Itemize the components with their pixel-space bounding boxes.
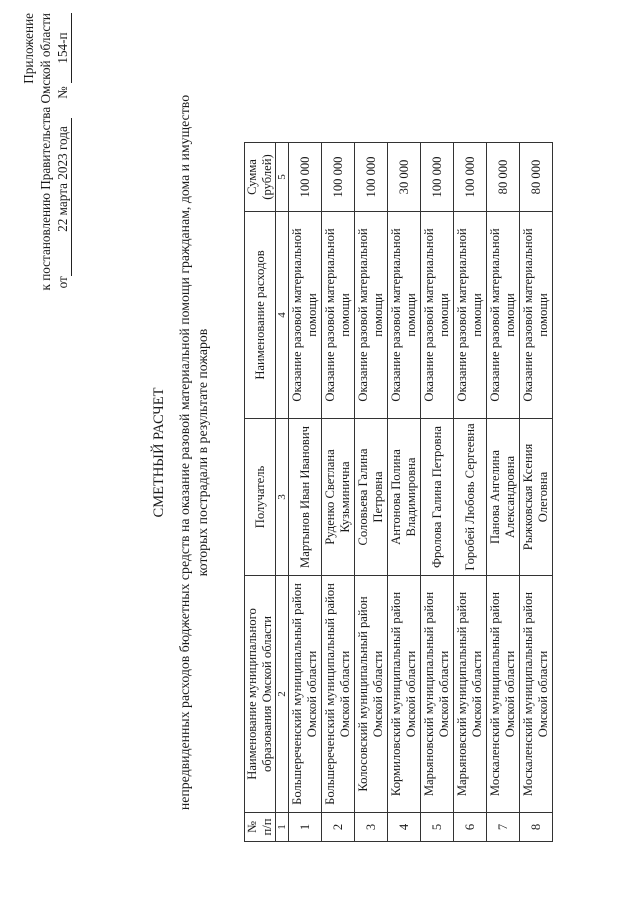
row-recipient: Горобей Любовь Сергеевна [454,419,487,576]
col-number: 5 [276,143,289,212]
appendix-resolution: к постановлению Правительства Омской области [38,13,53,291]
row-municipality: Кормиловский муниципальный район Омской области [388,576,421,813]
row-number: 5 [421,813,454,842]
row-expense: Оказание разовой материальной помощи [355,212,388,419]
row-recipient: Мартынов Иван Иванович [289,419,322,576]
row-expense: Оказание разовой материальной помощи [487,212,520,419]
table-row [388,143,421,842]
row-expense: Оказание разовой материальной помощи [388,212,421,419]
header-expense: Наименование расходов [245,212,276,419]
appendix-block [20,13,72,353]
row-number: 6 [454,813,487,842]
table-row [520,143,553,842]
appendix-date: 22 марта 2023 года [54,118,72,276]
row-recipient: Соловьева Галина Петровна [355,419,388,576]
table-header-row [245,143,276,842]
row-expense: Оказание разовой материальной помощи [421,212,454,419]
table-row [421,143,454,842]
row-sum: 100 000 [322,143,355,212]
table-row [487,143,520,842]
appendix-number: 154-п [54,13,72,83]
header-recipient: Получатель [245,419,276,576]
table-row [355,143,388,842]
row-expense: Оказание разовой материальной помощи [520,212,553,419]
row-expense: Оказание разовой материальной помощи [322,212,355,419]
row-sum: 100 000 [421,143,454,212]
row-municipality: Марьяновский муниципальный район Омской области [421,576,454,813]
row-municipality: Большереченский муниципальный район Омской области [289,576,322,813]
row-number: 1 [289,813,322,842]
row-municipality: Москаленский муниципальный район Омской области [487,576,520,813]
estimate-table [244,142,553,842]
row-municipality: Большереченский муниципальный район Омской области [322,576,355,813]
row-recipient: Фролова Галина Петровна [421,419,454,576]
header-sum: Сумма (рублей) [245,143,276,212]
header-municipality: Наименование муниципального образования Омской области [245,576,276,813]
row-municipality: Колосовский муниципальный район Омской области [355,576,388,813]
appendix-date-line [54,13,72,353]
row-recipient: Антонова Полина Владимировна [388,419,421,576]
row-sum: 100 000 [454,143,487,212]
row-number: 2 [322,813,355,842]
document-subheading-1: непредвиденных расходов бюджетных средств на оказание разовой материальной помощи гражданам, дома и имущество [177,94,192,811]
row-sum: 100 000 [289,143,322,212]
row-recipient: Панова Ангелина Александровна [487,419,520,576]
row-number: 3 [355,813,388,842]
row-number: 7 [487,813,520,842]
table-row [289,143,322,842]
document-heading: СМЕТНЫЙ РАСЧЕТ [151,387,167,518]
appendix-title: Приложение [21,13,36,84]
row-expense: Оказание разовой материальной помощи [454,212,487,419]
column-number-row [276,143,289,842]
table-row [454,143,487,842]
row-sum: 30 000 [388,143,421,212]
col-number: 3 [276,419,289,576]
row-municipality: Марьяновский муниципальный район Омской области [454,576,487,813]
row-recipient: Руденко Светлана Кузьминична [322,419,355,576]
row-number: 4 [388,813,421,842]
table-row [322,143,355,842]
header-number: № п/п [245,813,276,842]
row-municipality: Москаленский муниципальный район Омской области [520,576,553,813]
col-number: 4 [276,212,289,419]
row-sum: 80 000 [487,143,520,212]
row-sum: 100 000 [355,143,388,212]
row-recipient: Рыжковская Ксения Олеговна [520,419,553,576]
col-number: 2 [276,576,289,813]
from-label: от [55,276,70,289]
row-expense: Оказание разовой материальной помощи [289,212,322,419]
row-sum: 80 000 [520,143,553,212]
col-number: 1 [276,813,289,842]
document-subheading-2: которых пострадали в результате пожаров [195,328,210,577]
row-number: 8 [520,813,553,842]
number-label: № [55,86,70,99]
